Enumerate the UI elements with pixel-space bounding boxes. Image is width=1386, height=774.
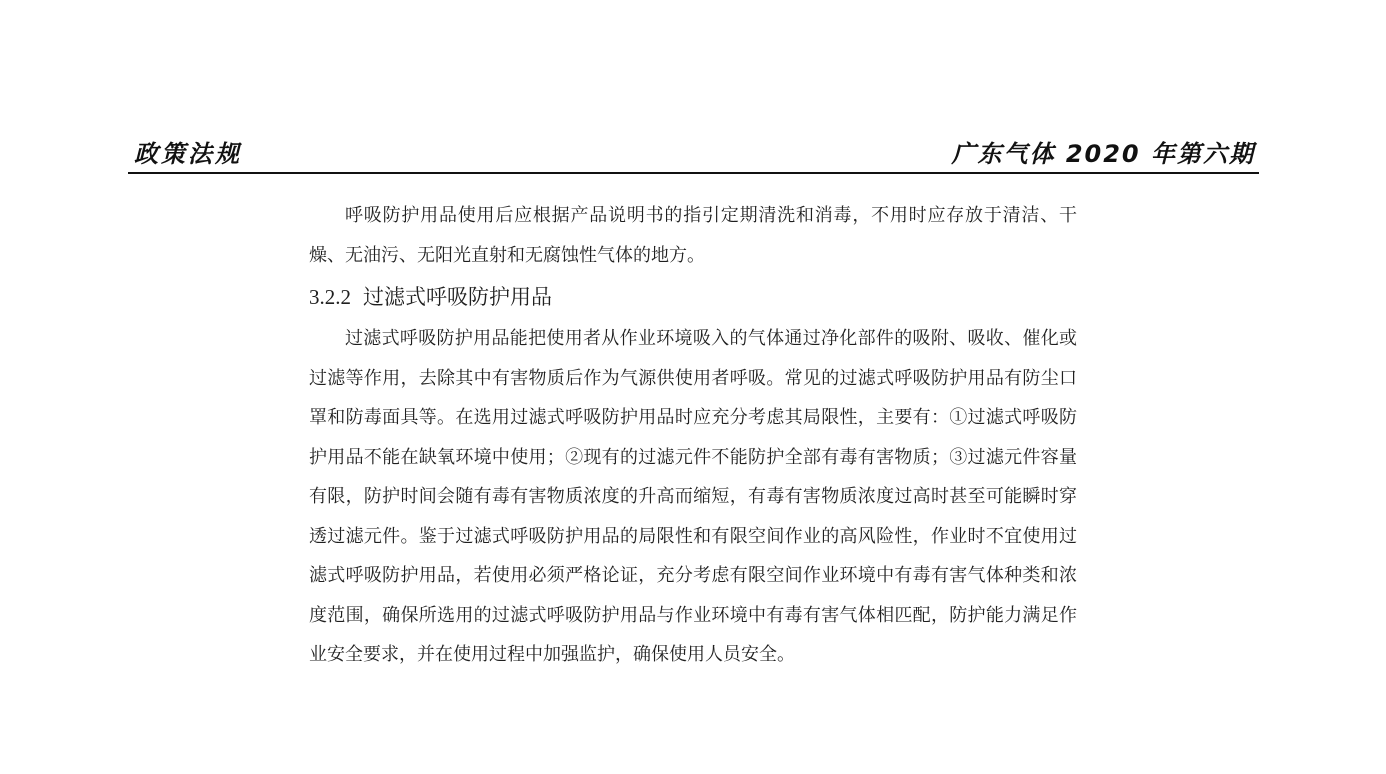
section-title: 过滤式呼吸防护用品 <box>363 285 552 309</box>
journal-issue: 广东气体 2020 年第六期 <box>951 140 1255 168</box>
section-heading <box>309 278 1077 316</box>
section-label: 政策法规 <box>134 140 242 168</box>
paragraph-filter-respirator: 过滤式呼吸防护用品能把使用者从作业环境吸入的气体通过净化部件的吸附、吸收、催化或过滤等作用，去除其中有害物质后作为气源供使用者呼吸。常见的过滤式呼吸防护用品有防尘口罩和防毒面具等。在选用过滤式呼吸防护用品时应充分考虑其局限性，主要有：①过滤式呼吸防护用品不能在缺氧环境中使用；②现有的过滤元件不能防护全部有毒有害物质；③过滤元件容量有限，防护时间会随有毒有害物质浓度的升高而缩短，有毒有害物质浓度过高时甚至可能瞬时穿透过滤元件。鉴于过滤式呼吸防护用品的局限性和有限空间作业的高风险性，作业时不宜使用过滤式呼吸防护用品，若使用必须严格论证，充分考虑有限空间作业环境中有毒有害气体种类和浓度范围，确保所选用的过滤式呼吸防护用品与作业环境中有毒有害气体相匹配，防护能力满足作业安全要求，并在使用过程中加强监护，确保使用人员安全。 <box>309 328 1077 665</box>
paragraph-storage: 呼吸防护用品使用后应根据产品说明书的指引定期清洗和消毒，不用时应存放于清洁、干燥、无油污、无阳光直射和无腐蚀性气体的地方。 <box>309 205 1077 266</box>
section-number: 3.2.2 <box>309 285 351 309</box>
document-body <box>309 196 1077 675</box>
page-header <box>128 128 1259 174</box>
